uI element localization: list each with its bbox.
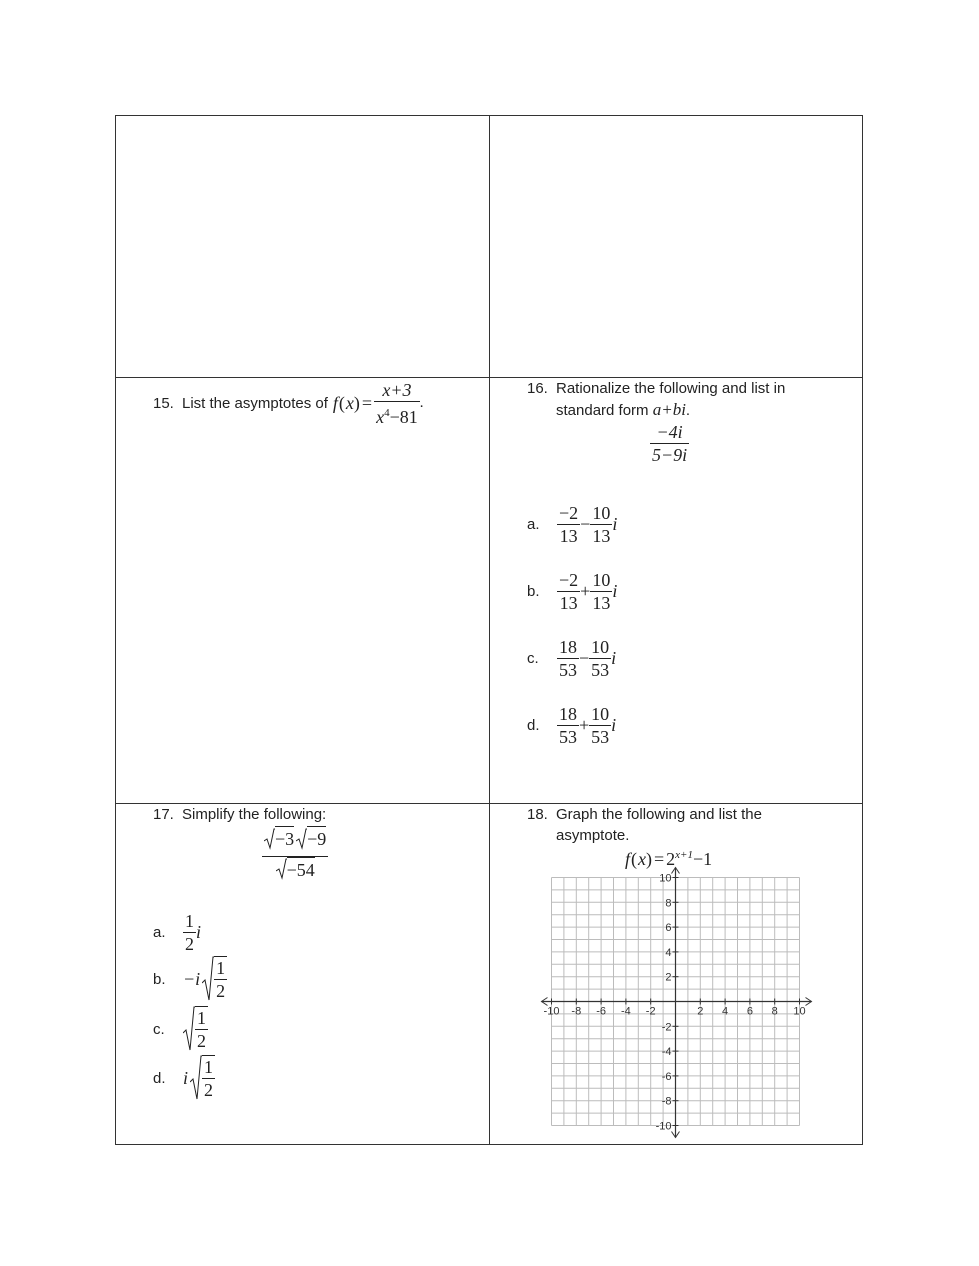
question-16-expression: $\frac{-4i}{5-9i}$	[652, 422, 688, 465]
x-tick-label: -2	[645, 1005, 656, 1018]
question-prompt: Rationalize the following and list in	[556, 380, 786, 397]
y-tick-label: 10	[659, 872, 672, 885]
question-prompt: List the asymptotes of	[182, 395, 328, 412]
question-16-line-1	[527, 380, 785, 397]
x-tick-label: -10	[543, 1005, 560, 1018]
question-17-expression	[262, 826, 328, 886]
radical: $\frac{1}{2}$	[190, 1055, 215, 1101]
question-prompt: Simplify the following:	[182, 806, 327, 823]
y-tick-label: 4	[665, 946, 672, 959]
question-18-line-1	[527, 806, 762, 823]
table-column-divider	[489, 115, 490, 1145]
table-right-border	[862, 115, 863, 1145]
question-prompt: Graph the following and list the	[556, 806, 762, 823]
option-17-a[interactable]: a. $\frac{1}{2}$ i	[153, 911, 202, 954]
question-18-function: $f(x) = 2^{x+1}-1$	[625, 849, 713, 869]
radical: −54	[276, 857, 315, 882]
y-tick-label: -6	[661, 1070, 672, 1083]
option-16-c[interactable]: c. $\frac{18}{53}$ − $\frac{10}{53}$ i	[527, 637, 617, 680]
function-expression: f ( x ) = $\frac{x+3}{x^4-81}$ .	[332, 380, 424, 427]
radical: −3	[264, 826, 294, 851]
question-number: 17.	[153, 806, 174, 823]
x-tick-label: 6	[746, 1005, 753, 1018]
y-tick-label: 2	[665, 971, 672, 984]
question-17	[153, 806, 326, 823]
y-tick-label: -2	[661, 1021, 672, 1034]
option-16-d[interactable]: d. $\frac{18}{53}$ + $\frac{10}{53}$ i	[527, 704, 617, 747]
question-15	[153, 379, 423, 428]
option-17-d[interactable]: d. i $\frac{1}{2}$	[153, 1057, 214, 1100]
y-tick-label: -8	[661, 1095, 672, 1108]
y-tick-label: -4	[661, 1046, 672, 1059]
question-number: 18.	[527, 806, 548, 823]
rational-fraction: $\frac{x+3}{x^4-81}$	[376, 380, 418, 427]
x-tick-label: 2	[697, 1005, 704, 1018]
table-left-border	[115, 115, 116, 1145]
x-tick-label: 8	[771, 1005, 778, 1018]
x-tick-label: -6	[596, 1005, 606, 1018]
x-tick-label: 4	[722, 1005, 729, 1018]
y-tick-label: 8	[665, 897, 672, 910]
standard-form: a+bi	[652, 400, 686, 419]
x-tick-label: -4	[621, 1005, 631, 1018]
question-number: 16.	[527, 380, 548, 397]
question-18-line-2: asymptote.	[556, 827, 630, 844]
radical: −9	[296, 826, 326, 851]
x-tick-label: -8	[571, 1005, 582, 1018]
coordinate-grid[interactable]	[530, 872, 830, 1133]
option-17-b[interactable]: b. −i $\frac{1}{2}$	[153, 958, 226, 1001]
y-tick-label: -10	[655, 1120, 672, 1133]
x-tick-label: 10	[793, 1005, 806, 1018]
radical: $\frac{1}{2}$	[183, 1006, 208, 1052]
radical: $\frac{1}{2}$	[202, 956, 227, 1002]
question-number: 15.	[153, 395, 174, 412]
y-tick-label: 6	[665, 922, 672, 935]
option-17-c[interactable]: c. $\frac{1}{2}$	[153, 1008, 206, 1051]
option-16-b[interactable]: b. $\frac{-2}{13}$ + $\frac{10}{13}$ i	[527, 570, 618, 613]
option-16-a[interactable]: a. $\frac{-2}{13}$ − $\frac{10}{13}$ i	[527, 503, 618, 546]
question-16-line-2: standard form a+bi.	[556, 400, 691, 419]
